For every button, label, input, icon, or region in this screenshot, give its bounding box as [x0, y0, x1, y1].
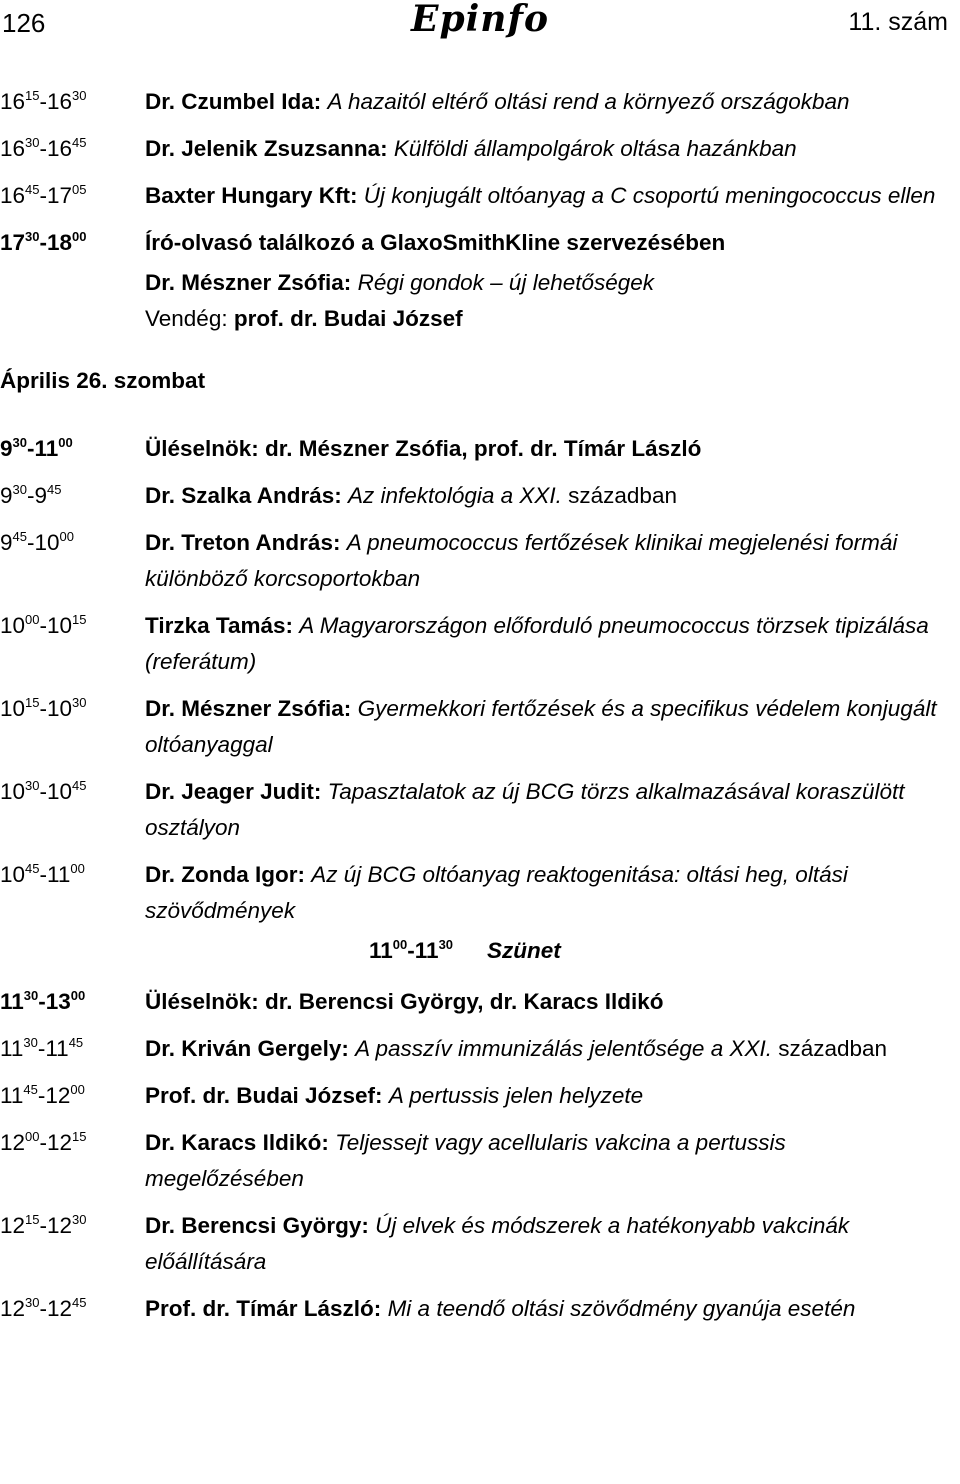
time-slot: $16^{30}-16^{45}$ — [0, 135, 87, 161]
talk-title: A pneumococcus fertőzések klinikai megjelenési formái különböző korcsoportokban — [145, 530, 898, 591]
page-number: 126 — [2, 8, 46, 38]
talk — [145, 774, 960, 846]
talk: Dr. Szalka András: Az infektológia a XXI. században — [145, 483, 677, 508]
talk-title: A pertussis jelen helyzete — [388, 1083, 644, 1108]
time-slot: $10^{45}-11^{00}$ — [0, 861, 85, 887]
talk — [145, 84, 960, 120]
talk — [145, 131, 960, 167]
talk — [145, 525, 960, 597]
time-slot: $10^{00}-10^{15}$ — [0, 612, 87, 638]
time-slot: $9^{45}-10^{00}$ — [0, 529, 74, 555]
time-slot: $12^{00}-12^{15}$ — [0, 1129, 87, 1155]
time-slot: $11^{30}-13^{00}$ — [0, 988, 86, 1014]
program-schedule — [0, 84, 960, 1338]
talk-title: A passzív immunizálás jelentősége a XXI. — [355, 1036, 772, 1061]
issue-number: 11. szám — [848, 8, 948, 36]
talk — [145, 1208, 960, 1280]
talk — [145, 1078, 960, 1114]
meeting-details — [0, 265, 960, 337]
time-slot: $10^{15}-10^{30}$ — [0, 695, 87, 721]
speaker-name: Dr. Berencsi György: — [145, 1213, 369, 1238]
time-slot: $12^{15}-12^{30}$ — [0, 1212, 87, 1238]
schedule-row — [0, 225, 960, 261]
speaker-name: Dr. Mészner Zsófia: — [145, 270, 352, 295]
speaker-name: Dr. Karacs Ildikó: — [145, 1130, 329, 1155]
time-slot: $11^{30}-11^{45}$ — [0, 1035, 84, 1061]
speaker-name: Prof. dr. Budai József: — [145, 1083, 383, 1108]
schedule-row — [0, 1208, 960, 1280]
speaker-name: Dr. Treton András: — [145, 530, 341, 555]
schedule-row — [0, 525, 960, 597]
talk — [145, 608, 960, 680]
talk-title: Teljessejt vagy acellularis vakcina a pertussis megelőzésében — [145, 1130, 786, 1191]
speaker-name: Dr. Jelenik Zsuzsanna: — [145, 136, 388, 161]
schedule-row — [0, 1078, 960, 1114]
talk — [145, 691, 960, 763]
chairs: Üléselnök: dr. Berencsi György, dr. Karacs Ildikó — [145, 989, 664, 1014]
schedule-row — [0, 1125, 960, 1197]
speaker-name: Tirzka Tamás: — [145, 613, 293, 638]
talk — [145, 857, 960, 929]
speaker-name: Dr. Mészner Zsófia: — [145, 696, 352, 721]
talk-title: Régi gondok – új lehetőségek — [357, 270, 655, 295]
schedule-row — [0, 857, 960, 929]
talk-title: Tapasztalatok az új BCG törzs alkalmazásával koraszülött osztályon — [145, 779, 905, 840]
talk-title: Az új BCG oltóanyag reaktogenitása: oltási heg, oltási szövődmények — [145, 862, 848, 923]
talk — [145, 1291, 960, 1327]
talk-title: A Magyarországon előforduló pneumococcus törzsek tipizálása (referátum) — [145, 613, 929, 674]
schedule-row — [0, 984, 960, 1020]
break-slot: $11^{00}-11^{30}$ Szünet — [369, 937, 561, 963]
talk-title: Külföldi állampolgárok oltása hazánkban — [393, 136, 797, 161]
talk-title: Új konjugált oltóanyag a C csoportú meningococcus ellen — [363, 183, 936, 208]
speaker-name: Dr. Zonda Igor: — [145, 862, 305, 887]
page-header — [0, 0, 960, 48]
talk — [145, 178, 960, 214]
speaker-name: Dr. Kriván Gergely: — [145, 1036, 349, 1061]
schedule-row — [0, 1291, 960, 1327]
day-title: Április 26. szombat — [0, 368, 206, 393]
time-slot: $10^{30}-10^{45}$ — [0, 778, 87, 804]
talk-title: Új elvek és módszerek a hatékonyabb vakcinák előállítására — [145, 1213, 850, 1274]
schedule-row — [0, 84, 960, 120]
talk: Dr. Kriván Gergely: A passzív immunizálás jelentősége a XXI. században — [145, 1036, 888, 1061]
schedule-row — [0, 774, 960, 846]
session-title: Író-olvasó találkozó a GlaxoSmithKline szervezésében — [145, 230, 726, 255]
time-slot: $16^{15}-16^{30}$ — [0, 88, 87, 114]
time-slot: $11^{45}-12^{00}$ — [0, 1082, 85, 1108]
guest-label: Vendég: — [145, 306, 234, 331]
speaker-name: Prof. dr. Tímár László: — [145, 1296, 382, 1321]
time-slot: $9^{30}-9^{45}$ — [0, 482, 62, 508]
schedule-row — [0, 478, 960, 514]
chairs: Üléselnök: dr. Mészner Zsófia, prof. dr. Tímár László — [145, 436, 702, 461]
time-slot: $12^{30}-12^{45}$ — [0, 1295, 87, 1321]
schedule-row — [0, 178, 960, 214]
speaker-name: Baxter Hungary Kft: — [145, 183, 358, 208]
talk-title: Mi a teendő oltási szövődmény gyanúja esetén — [387, 1296, 856, 1321]
talk-title: Az infektológia a XXI. — [348, 483, 562, 508]
time-slot: $9^{30}-11^{00}$ — [0, 435, 73, 461]
schedule-row — [0, 131, 960, 167]
schedule-row — [0, 1031, 960, 1067]
talk — [145, 1125, 960, 1197]
epinfo-logo: Epinfo — [411, 0, 549, 40]
break-label: Szünet — [487, 938, 561, 963]
talk-title: A hazaitól eltérő oltási rend a környező országokban — [327, 89, 850, 114]
schedule-row — [0, 431, 960, 467]
speaker-name: Dr. Czumbel Ida: — [145, 89, 322, 114]
schedule-row — [0, 608, 960, 680]
speaker-name: Dr. Jeager Judit: — [145, 779, 322, 804]
speaker-name: Dr. Szalka András: — [145, 483, 342, 508]
guest-name: prof. dr. Budai József — [233, 306, 463, 331]
talk-title: Gyermekkori fertőzések és a specifikus védelem konjugált oltóanyaggal — [145, 696, 937, 757]
time-slot: $17^{30}-18^{00}$ — [0, 229, 87, 255]
schedule-row — [0, 691, 960, 763]
time-slot: $16^{45}-17^{05}$ — [0, 182, 87, 208]
